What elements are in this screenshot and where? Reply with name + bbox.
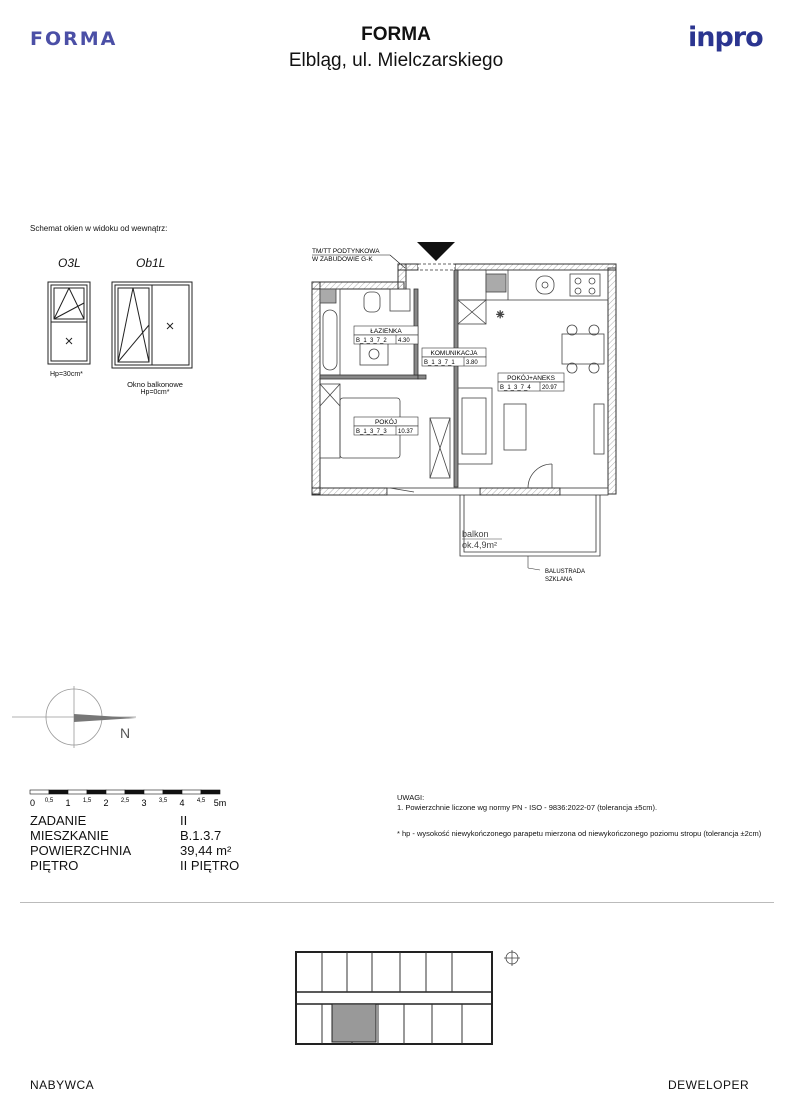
forma-logo: FORMA [30, 28, 118, 50]
living-furniture [458, 388, 604, 488]
balcony-label: balkon [462, 529, 489, 539]
svg-text:B_1_3_7_3: B_1_3_7_3 [356, 429, 387, 435]
inpro-logo: inpro [688, 22, 763, 53]
room-label-pokoj [354, 417, 418, 435]
dining-table [562, 325, 604, 373]
scale-segment [163, 790, 182, 794]
scale-segment [144, 790, 163, 794]
svg-text:B_1_3_7_2: B_1_3_7_2 [356, 338, 387, 344]
svg-text:4.30: 4.30 [398, 338, 410, 344]
north-label: N [120, 725, 131, 741]
window-note-ob1l: Okno balkonowe [127, 380, 183, 389]
info-label-task: ZADANIE [30, 813, 87, 828]
bedroom-furniture [320, 384, 450, 492]
buyer-label: NABYWCA [30, 1078, 95, 1092]
info-values [180, 813, 239, 873]
scale-tick-label: 4,5 [196, 798, 206, 804]
svg-text:✳: ✳ [496, 310, 505, 321]
north-arrow-icon [74, 714, 136, 722]
balcony-area: ok.4,9m² [462, 540, 498, 550]
window-o3l-icon [48, 282, 90, 364]
scale-tick-label: 0,5 [44, 798, 54, 804]
window-schematic [40, 276, 200, 371]
windows-heading: Schemat okien w widoku od wewnątrz: [30, 224, 168, 233]
plan-windows [387, 264, 608, 495]
scale-bar [26, 786, 236, 808]
room-label-pokoj-aneks [498, 373, 564, 391]
svg-text:KOMUNIKACJA: KOMUNIKACJA [430, 350, 478, 357]
info-value-apartment: B.1.3.7 [180, 828, 222, 843]
scale-tick-label: 2 [103, 798, 109, 808]
entrance-arrow-icon [417, 242, 455, 261]
svg-text:10.37: 10.37 [398, 429, 414, 435]
scale-tick-label: 0 [30, 798, 36, 808]
scale-tick-label: 3,5 [158, 798, 168, 804]
scale-tick-label: 1,5 [82, 798, 92, 804]
scale-segment [106, 790, 125, 794]
svg-text:POKÓJ: POKÓJ [374, 419, 398, 426]
scale-segment [30, 790, 49, 794]
info-value-area: 39,44 m² [180, 843, 232, 858]
svg-text:B_1_3_7_1: B_1_3_7_1 [424, 360, 455, 366]
info-value-floor: II PIĘTRO [180, 858, 240, 873]
scale-tick-label: 3 [141, 798, 147, 808]
svg-text:3.80: 3.80 [466, 360, 478, 366]
svg-text:ŁAZIENKA: ŁAZIENKA [370, 328, 402, 335]
scale-segment [87, 790, 106, 794]
railing-note-1: BALUSTRADA [545, 569, 586, 575]
window-note-o3l: Hp=30cm* [50, 371, 83, 378]
page-title: FORMA [361, 24, 431, 45]
scale-segment [125, 790, 144, 794]
page-subtitle: Elbląg, ul. Mielczarskiego [288, 50, 504, 71]
window-ob1l-icon [112, 282, 192, 368]
window-note-ob1l-hp: Hp=0cm* [140, 389, 170, 396]
info-label-floor: PIĘTRO [30, 858, 79, 873]
interior-walls [320, 270, 458, 487]
floor-plan [290, 238, 640, 598]
railing-note-2: SZKLANA [545, 577, 573, 583]
divider [20, 902, 774, 903]
developer-label: DEWELOPER [668, 1078, 750, 1092]
info-labels [30, 813, 131, 873]
notes-line-2: * hp - wysokość niewykończonego parapetu mierzona od niewykończonego poziomu stropu (tolerancja ±2cm) [397, 829, 762, 838]
svg-text:POKÓJ+ANEKS: POKÓJ+ANEKS [507, 375, 555, 382]
window-code-ob1l: Ob1L [136, 256, 166, 270]
room-label-komunikacja [422, 348, 486, 366]
scale-segment [49, 790, 68, 794]
scale-segment [68, 790, 87, 794]
info-label-area: POWIERZCHNIA [30, 843, 132, 858]
key-plan-highlight [332, 1004, 376, 1042]
outer-walls [312, 264, 616, 495]
scale-tick-label: 4 [179, 798, 185, 808]
scale-tick-label: 1 [65, 798, 71, 808]
notes-line-1: 1. Powierzchnie liczone wg normy PN - ISO - 9836:2022-07 (tolerancja ±5cm). [397, 803, 658, 812]
window-code-o3l: O3L [58, 256, 81, 270]
svg-text:20.97: 20.97 [542, 385, 558, 391]
scale-segment [201, 790, 220, 794]
kitchen-fixtures [458, 270, 608, 324]
svg-text:B_1_3_7_4: B_1_3_7_4 [500, 385, 531, 391]
entrance-note-2: W ZABUDOWIE G-K [312, 256, 373, 263]
entrance-note-1: TM/TT PODTYNKOWA [312, 248, 380, 255]
info-value-task: II [180, 813, 188, 828]
scale-tick-label: 2,5 [120, 798, 130, 804]
scale-segment [182, 790, 201, 794]
info-label-apartment: MIESZKANIE [30, 828, 109, 843]
notes-title: UWAGI: [397, 793, 425, 802]
key-plan [292, 946, 524, 1050]
notes [397, 793, 767, 839]
room-label-lazienka [354, 326, 418, 344]
scale-tick-label: 5m [213, 798, 227, 808]
compass [12, 686, 142, 751]
